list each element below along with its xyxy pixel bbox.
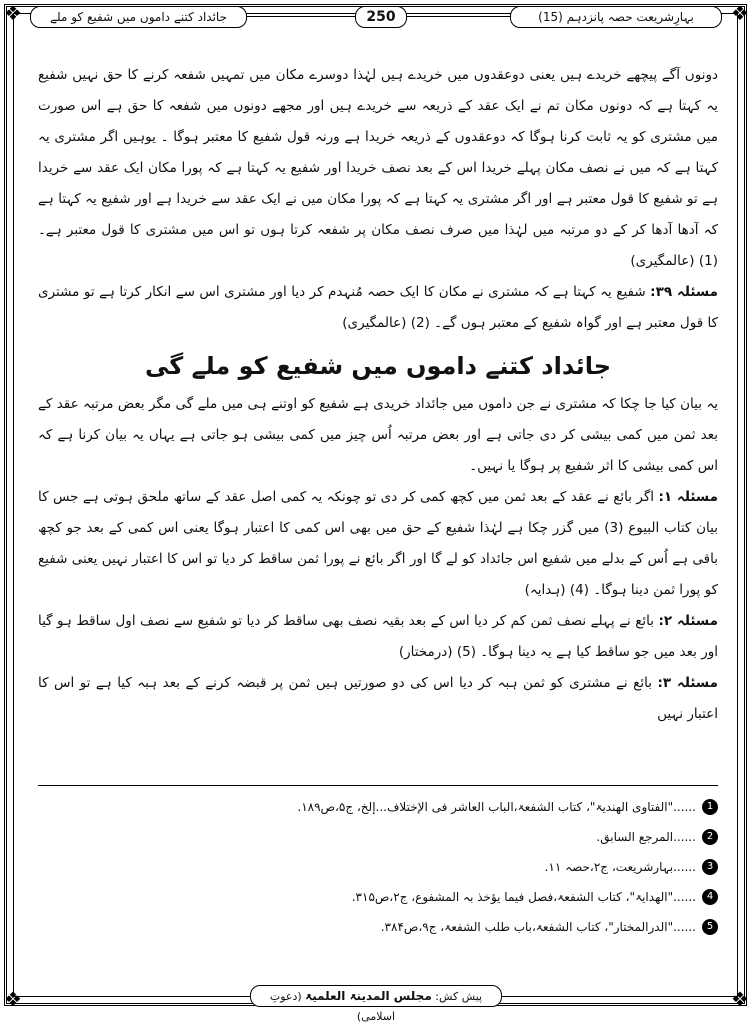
footnote-number: 3 [702,859,718,875]
corner-ornament-icon: ❖ [4,987,22,1011]
header-divider [245,16,355,17]
corner-ornament-icon: ❖ [731,1,749,25]
intro-paragraph: یہ بیان کیا جا چکا کہ مشتری نے جن داموں میں جائداد خریدی ہے شفیع کو اوتنے ہی میں ملے گی مگر بعض مرتبہ عقد کے بعد ثمن میں کمی بیشی کر دی جاتی ہے اور بعض مرتبہ اُس چیز میں کمی بیشی ہو جاتی ہے یہاں یہ بیان کرنا ہے کہ اس کمی بیشی کا اثر شفیع پر ہوگا یا نہیں۔ [38,396,718,474]
masala-3 [38,668,718,730]
footnote-separator [38,785,718,786]
footnote-text: ......"الھدایۃ"، کتاب الشفعۃ،فصل فیما یؤخذ بہ المشفوع، ج۲،ص۳۱۵. [351,890,696,904]
footnotes [38,792,718,942]
masala-label: مسئلہ ۳: [657,675,718,691]
footer-suffix: (دعوتِ اسلامی) [269,990,396,1023]
footnote-text: ......بہارشریعت، ج۲،حصہ ۱۱. [544,860,696,874]
masala-label: مسئلہ ۲: [658,613,718,629]
masala-2 [38,606,718,668]
footnote-item [38,912,718,942]
header-divider [405,16,510,17]
corner-ornament-icon: ❖ [731,987,749,1011]
footer-prefix: پیش کش: [435,990,483,1003]
footnote-text: ......"الدرالمختار"، کتاب الشفعۃ،باب طلب الشفعۃ، ج۹،ص۳۸۴. [380,920,696,934]
main-text [38,60,718,730]
footnote-item [38,882,718,912]
masala-text: شفیع یہ کہتا ہے کہ مشتری نے مکان کا ایک حصہ مُنہدم کر دیا اور مشتری اس سے انکار کرتا ہے تو مشتری کا قول معتبر ہے اور گواہ شفیع کے معتبر ہوں گے۔ (2) (عالمگیری) [38,284,718,331]
footnote-text: ......"الفتاوی الھندیۃ"، کتاب الشفعۃ،الباب العاشر فی الإختلاف...إلخ، ج۵،ص۱۸۹. [297,800,696,814]
masala-text: بائع نے پہلے نصف ثمن کم کر دیا اس کے بعد بقیہ نصف بھی ساقط کر دیا تو شفیع سے نصف اول ساقط ہو گیا اور بعد میں جو ساقط کیا ہے یہ دینا ہوگا۔ (5) (درمختار) [38,613,718,660]
page-header [30,6,723,28]
footnote-number: 2 [702,829,718,845]
masala-text: بائع نے مشتری کو ثمن ہبہ کر دیا اس کی دو صورتیں ہیں ثمن پر قبضہ کرنے کے بعد ہبہ کیا ہے تو اس کا اعتبار نہیں [38,675,718,722]
page-number: 250 [355,6,407,28]
footnote-item [38,792,718,822]
header-chapter-title: جائداد کتنے داموں میں شفیع کو ملے [30,6,247,28]
corner-ornament-icon: ❖ [4,1,22,25]
masala-label: مسئلہ ۳۹: [650,284,718,300]
footnote-item [38,822,718,852]
header-book-title: بہارِشریعت حصہ پانزدہم (15) [510,6,722,28]
footnote-text: ......المرجع السابق. [596,830,696,844]
paragraph: دونوں آگے پیچھے خریدے ہیں یعنی دوعقدوں میں خریدے ہیں لہٰذا دوسرے مکان میں تمہیں شفعہ کرنے کا حق نہیں شفیع یہ کہتا ہے کہ دونوں مکان تم نے ایک عقد کے ذریعہ سے خریدے ہیں اور مجھے دونوں میں شفعہ کا حق ہے اس صورت میں مشتری کو یہ ثابت کرنا ہوگا کہ دوعقدوں کے ذریعہ خریدا ہے ورنہ قول شفیع کا معتبر ہوگا ۔ یوہیں اگر مشتری یہ کہتا ہے کہ میں نے نصف مکان پہلے خریدا اس کے بعد نصف خریدا اور شفیع یہ کہتا ہے کہ پورا مکان ایک عقد سے خریدا ہے تو شفیع کا قول معتبر ہے اور اگر مشتری یہ کہتا ہے کہ پورا مکان میں نے ایک عقد سے خریدا ہے اور شفیع یہ کہتا ہے کہ آدھا آدھا کر کے دو مرتبہ میں لہٰذا میں صرف نصف مکان پر شفعہ کرتا ہوں تو اس میں مشتری کا قول معتبر ہے۔ (1) (عالمگیری) [38,67,718,269]
section-heading: جائداد کتنے داموں میں شفیع کو ملے گی [144,352,612,380]
masala-text: اگر بائع نے عقد کے بعد ثمن میں کچھ کمی کر دی تو چونکہ یہ کمی اصل عقد کے ساتھ ملحق ہوتی ہے جس کا بیان کتاب البیوع (3) میں گزر چکا ہے لہٰذا شفیع کے حق میں بھی اس کمی کا اعتبار ہوگا یعنی اس کمی کے بعد جو کچھ باقی ہے اُس کے بدلے میں شفیع اس جائداد کو لے گا اور اگر بائع نے پورا ثمن ساقط کر دیا تو اس کا اعتبار نہیں یعنی شفیع کو پورا ثمن دینا ہوگا۔ (4) (ہدایہ) [38,489,718,598]
footnote-item [38,852,718,882]
footnote-number: 1 [702,799,718,815]
footnote-number: 5 [702,919,718,935]
masala-1 [38,482,718,606]
footnote-number: 4 [702,889,718,905]
masala-39 [38,277,718,339]
footer-publisher: مجلس المدینۃ العلمیۃ [305,989,432,1003]
page-footer [250,985,502,1023]
masala-label: مسئلہ ۱: [658,489,718,505]
